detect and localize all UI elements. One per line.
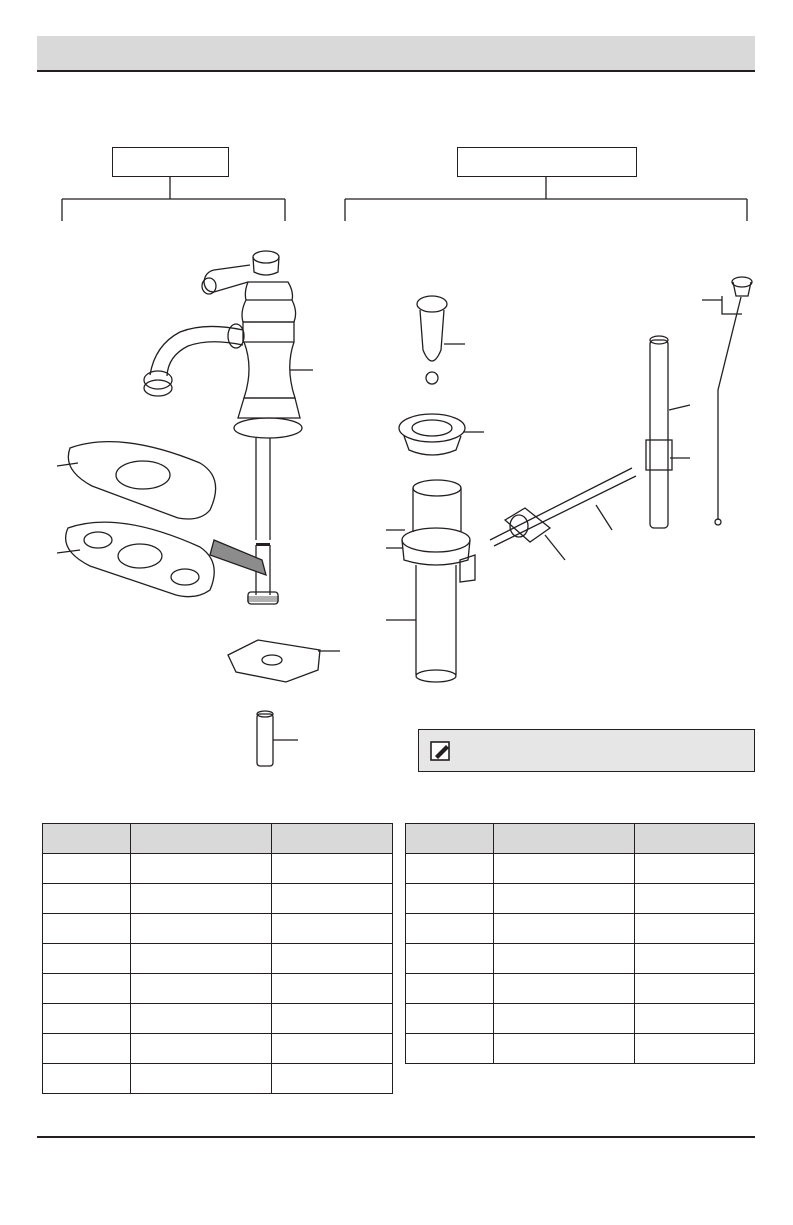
cell: [43, 1064, 131, 1094]
table-row: [43, 1064, 393, 1094]
cell: [272, 1004, 393, 1034]
cell: [43, 914, 131, 944]
drain-flange: [399, 414, 465, 455]
cell: [43, 944, 131, 974]
cell: [130, 884, 272, 914]
table-row: [406, 884, 755, 914]
col-header: [635, 824, 755, 854]
table-row: [406, 914, 755, 944]
cell: [406, 914, 494, 944]
cell: [272, 1034, 393, 1064]
table-row: [406, 1004, 755, 1034]
table-row: [43, 1004, 393, 1034]
cell: [130, 1064, 272, 1094]
clevis-strap: [646, 336, 672, 528]
cell: [635, 1004, 755, 1034]
cell: [43, 974, 131, 1004]
cell: [43, 884, 131, 914]
cell: [406, 854, 494, 884]
cell: [272, 1064, 393, 1094]
cell: [130, 944, 272, 974]
cell: [406, 1034, 494, 1064]
note-box: [418, 729, 755, 772]
cell: [635, 944, 755, 974]
cell: [272, 974, 393, 1004]
table-row: [43, 854, 393, 884]
cell: [272, 914, 393, 944]
table-row: [43, 974, 393, 1004]
cell: [272, 944, 393, 974]
cell: [43, 1034, 131, 1064]
footer-rule: [37, 1136, 755, 1138]
table-row: [43, 944, 393, 974]
cell: [493, 884, 635, 914]
cell: [406, 884, 494, 914]
cell: [635, 914, 755, 944]
col-header: [130, 824, 272, 854]
cell: [130, 1034, 272, 1064]
cell: [493, 944, 635, 974]
cell: [406, 1004, 494, 1034]
pivot-rod: [490, 468, 636, 546]
col-header: [406, 824, 494, 854]
cell: [43, 1004, 131, 1034]
parts-table-left: [42, 823, 393, 1094]
cell: [493, 1034, 635, 1064]
popup-stopper: [417, 296, 447, 384]
table-row: [406, 854, 755, 884]
cell: [635, 1034, 755, 1064]
cell: [493, 914, 635, 944]
drain-bracket: [345, 176, 747, 221]
cell: [635, 884, 755, 914]
cell: [130, 914, 272, 944]
cell: [406, 944, 494, 974]
table-row: [43, 884, 393, 914]
parts-table-right: [405, 823, 755, 1064]
table-row: [43, 914, 393, 944]
cell: [130, 974, 272, 1004]
deck-gasket: [66, 522, 215, 597]
faucet-bracket: [62, 176, 285, 221]
table-row: [406, 974, 755, 1004]
cell: [406, 974, 494, 1004]
table-row: [406, 944, 755, 974]
cell: [130, 1004, 272, 1034]
cell: [130, 854, 272, 884]
cell: [493, 974, 635, 1004]
cell: [43, 854, 131, 884]
cell: [635, 974, 755, 1004]
cell: [272, 854, 393, 884]
col-header: [43, 824, 131, 854]
drain-body: [402, 480, 475, 682]
cell: [493, 854, 635, 884]
cell: [272, 884, 393, 914]
cell: [635, 854, 755, 884]
col-header: [493, 824, 635, 854]
table-row: [406, 1034, 755, 1064]
mounting-nut: [257, 711, 273, 766]
table-row: [43, 1034, 393, 1064]
deck-plate: [68, 442, 215, 519]
mounting-bracket: [228, 640, 320, 682]
cell: [493, 1004, 635, 1034]
col-header: [272, 824, 393, 854]
note-pencil-icon: [429, 739, 453, 763]
